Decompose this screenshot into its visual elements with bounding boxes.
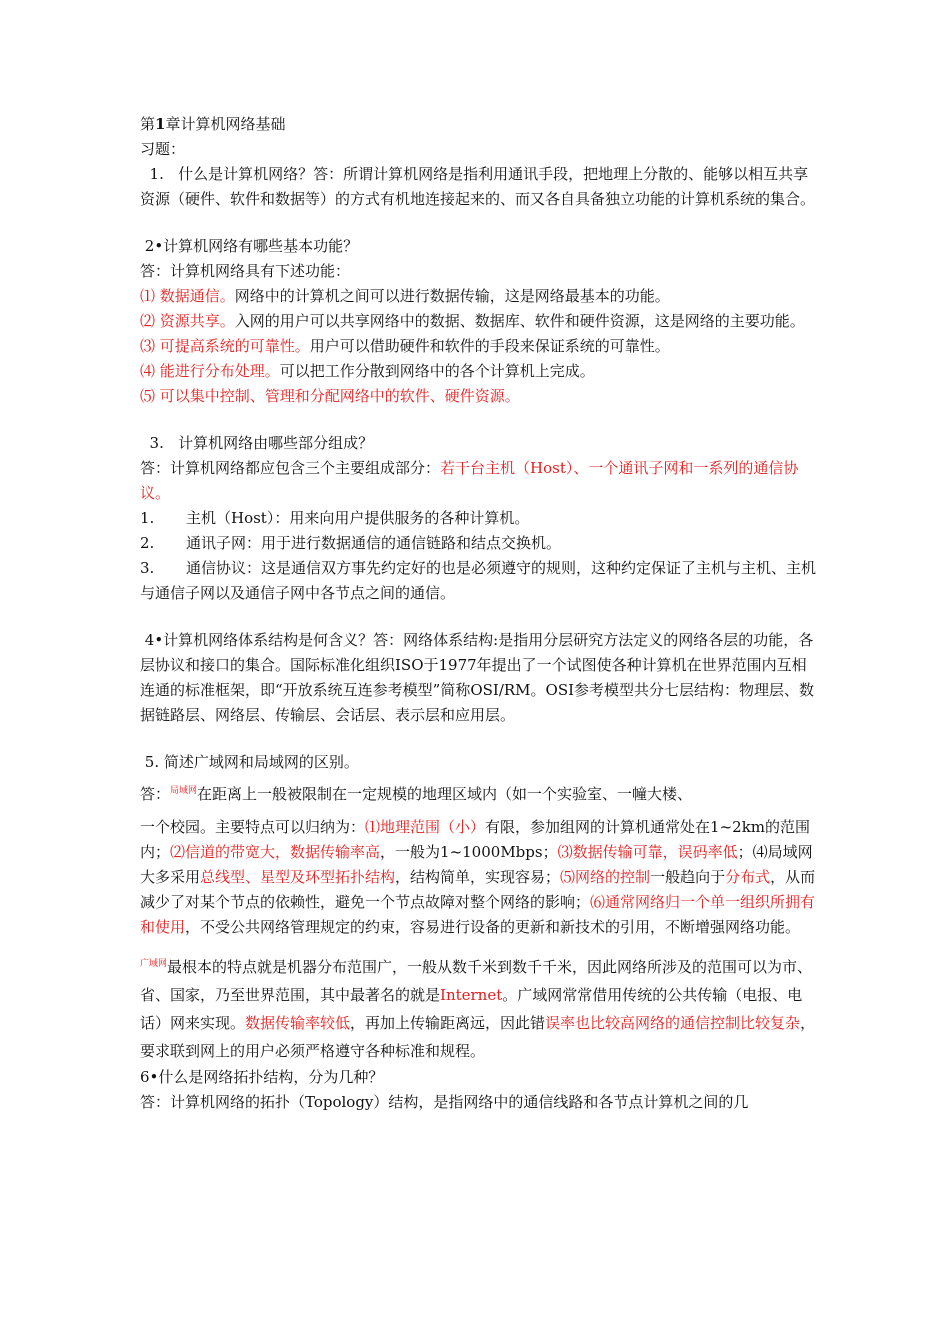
exercises-heading: 习题： — [140, 140, 186, 158]
list-item: 1. 主机（Host）：用来向用户提供服务的各种计算机。 — [140, 509, 530, 527]
function-4: ⑷ 能进行分布处理。可以把工作分散到网络中的各个计算机上完成。 — [140, 362, 595, 380]
function-1: ⑴ 数据通信。网络中的计算机之间可以进行数据传输，这是网络最基本的功能。 — [140, 287, 670, 305]
function-2: ⑵ 资源共享。入网的用户可以共享网络中的数据、数据库、软件和硬件资源，这是网络的主要功能。 — [140, 312, 805, 330]
answer-5-wan: $^{广域网}$最根本的特点就是机器分布范围广，一般从数千米到数千千米，因此网络所涉及的范围可以为市、省、国家，乃至世界范围，其中最著名的就是Internet。广域网常常借用传统的公共传输（电报、电话）网来实现。数据传输率较低，再加上传输距离远，因此错误率也比较高网络的通信控制比较复杂，要求联到网上的用户必须严格遵守各种标准和规程。 — [140, 958, 816, 1060]
question-4: 4•计算机网络体系结构是何含义？答：网络体系结构:是指用分层研究方法定义的网络各层的功能，各层协议和接口的集合。国际标准化组织ISO于1977年提出了一个试图使各种计算机在世界范围内互相连通的标准框架，即“开放系统互连参考模型”简称OSI/RM。OSI参考模型共分七层结构：物理层、数据链路层、网络层、传输层、会话层、表示层和应用层。 — [140, 631, 815, 724]
answer-5-lan-details: 一个校园。主要特点可以归纳为：⑴地理范围（小）有限，参加组网的计算机通常处在1~2km的范围内；⑵信道的带宽大，数据传输率高，一般为1~1000Mbps；⑶数据传输可靠，误码率低；⑷局域网大多采用总线型、星型及环型拓扑结构，结构简单，实现容易；⑸网络的控制一般趋向于分布式，从而减少了对某个节点的依赖性，避免一个节点故障对整个网络的影响；⑹通常网络归一个单一组织所拥有和使用，不受公共网络管理规定的约束，容易进行设备的更新和新技术的引用，不断增强网络功能。 — [140, 818, 816, 936]
document-page — [140, 112, 816, 1115]
list-item: 2. 通讯子网：用于进行数据通信的通信链路和结点交换机。 — [140, 534, 562, 552]
answer-6: 答：计算机网络的拓扑（Topology）结构，是指网络中的通信线路和各节点计算机之间的几 — [140, 1093, 749, 1111]
function-3: ⑶ 可提高系统的可靠性。用户可以借助硬件和软件的手段来保证系统的可靠性。 — [140, 337, 670, 355]
answer-5-lan-intro: 答：$^{局域网}$在距离上一般被限制在一定规模的地理区域内（如一个实验室、一幢大楼、 — [140, 785, 693, 803]
question-2: 2•计算机网络有哪些基本功能？ — [140, 237, 359, 255]
chapter-title: 第1章计算机网络基础 — [140, 115, 286, 133]
question-6: 6•什么是网络拓扑结构，分为几种？ — [140, 1068, 384, 1086]
lan-tag: 局域网 — [170, 786, 198, 796]
function-5: ⑸ 可以集中控制、管理和分配网络中的软件、硬件资源。 — [140, 387, 520, 405]
question-3: 3. 计算机网络由哪些部分组成？ — [140, 434, 374, 452]
list-item: 3. 通信协议：这是通信双方事先约定好的也是必须遵守的规则，这种约定保证了主机与主机、主机与通信子网以及通信子网中各节点之间的通信。 — [140, 559, 817, 602]
question-1: 1. 什么是计算机网络？答：所谓计算机网络是指利用通讯手段，把地理上分散的、能够以相互共享资源（硬件、软件和数据等）的方式有机地连接起来的、而又各自具备独立功能的计算机系统的集合。 — [140, 165, 816, 208]
answer-3: 答：计算机网络都应包含三个主要组成部分：若干台主机（Host）、一个通讯子网和一系列的通信协议。 — [140, 459, 799, 502]
question-5: 5. 简述广域网和局域网的区别。 — [140, 753, 359, 771]
answer-2-intro: 答：计算机网络具有下述功能： — [140, 262, 351, 280]
wan-tag: 广域网 — [140, 959, 168, 969]
